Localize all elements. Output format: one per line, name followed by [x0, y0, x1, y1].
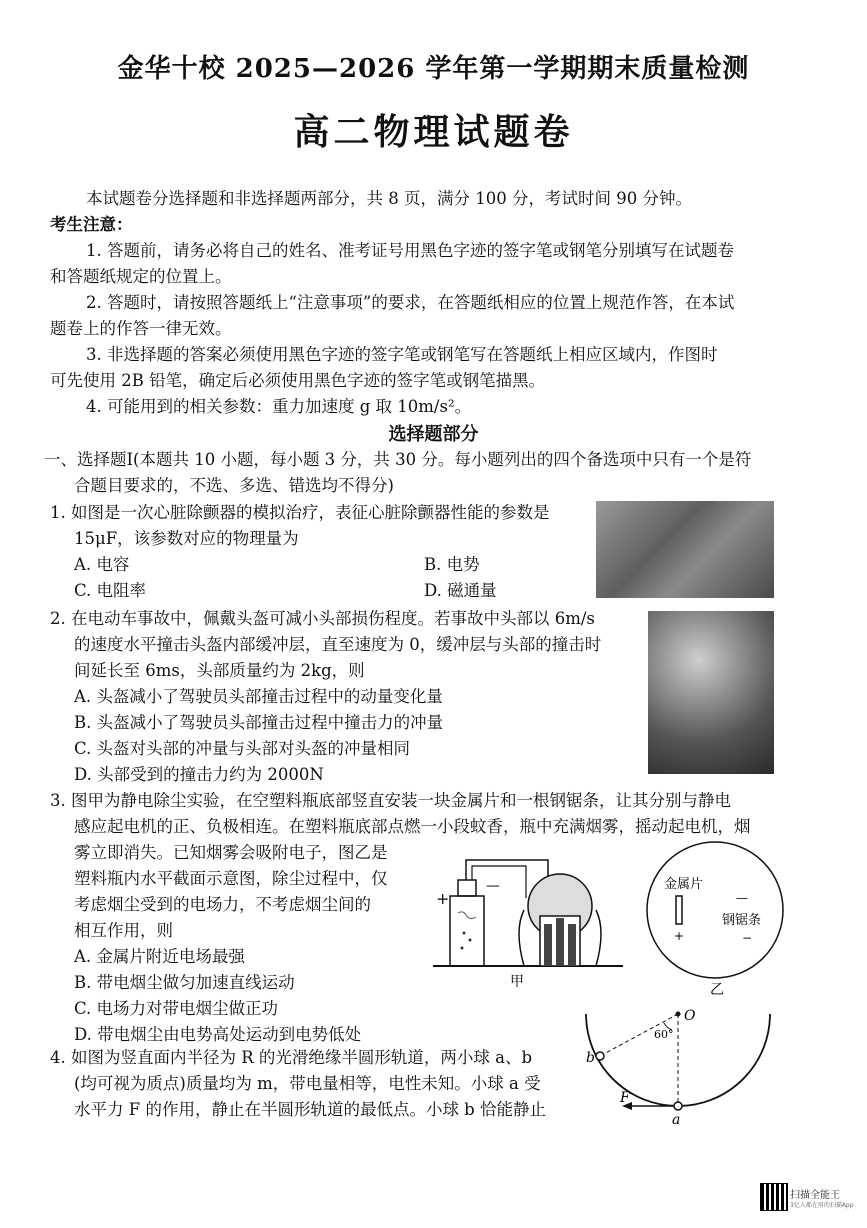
scanner-app-sub: 3亿人都在用的扫描App — [790, 1202, 854, 1209]
metal-plate-label: 金属片 — [664, 877, 704, 892]
q3-stem-d: 塑料瓶内水平截面示意图，除尘过程中，仅 — [74, 869, 388, 888]
section-heading-a: 一、选择题Ⅰ(本题共 10 小题，每小题 3 分，共 30 分。每小题列出的四个备选项中只有一个是符 — [44, 450, 752, 469]
minus-sign: — — [486, 878, 500, 894]
figure-yi — [640, 838, 790, 998]
figure-yi-label: 乙 — [710, 982, 724, 998]
q3-stem-f: 相互作用，则 — [74, 921, 173, 940]
notice-2b: 题卷上的作答一律无效。 — [50, 319, 232, 338]
label-o: O — [684, 1008, 696, 1024]
label-b: b — [586, 1050, 595, 1066]
qr-code-icon — [760, 1183, 788, 1211]
q1-option-c: C. 电阻率 — [74, 581, 147, 600]
label-angle: 60° — [654, 1028, 674, 1041]
inner-minus: — — [736, 891, 748, 905]
q3-stem-a: 3. 图甲为静电除尘实验，在空塑料瓶底部竖直安装一块金属片和一根钢锯条，让其分别与静电 — [50, 791, 731, 810]
metal-plate — [676, 896, 682, 924]
q2-option-d: D. 头部受到的撞击力约为 2000N — [74, 765, 324, 784]
defibrillator-photo — [596, 501, 774, 598]
q2-option-a: A. 头盔减小了驾驶员头部撞击过程中的动量变化量 — [74, 687, 443, 706]
label-a: a — [672, 1112, 681, 1126]
inner-plus: + — [674, 929, 685, 943]
section-heading-b: 合题目要求的，不选、多选、错选均不得分) — [74, 476, 394, 495]
q2-option-b: B. 头盔减小了驾驶员头部撞击过程中撞击力的冲量 — [74, 713, 444, 732]
q1-option-a: A. 电容 — [74, 555, 130, 574]
figure-jia-label: 甲 — [510, 974, 524, 988]
q3-option-a: A. 金属片附近电场最强 — [74, 947, 245, 966]
q3-stem-e: 考虑烟尘受到的电场力，不考虑烟尘间的 — [74, 895, 371, 914]
scanner-app-name: 扫描全能王 — [790, 1190, 840, 1201]
q1-stem-b: 15μF，该参数对应的物理量为 — [74, 529, 299, 548]
q4-stem-a: 4. 如图为竖直面内半径为 R 的光滑绝缘半圆形轨道，两小球 a、b — [50, 1048, 533, 1067]
q1-stem-a: 1. 如图是一次心脏除颤器的模拟治疗，表征心脏除颤器性能的参数是 — [50, 503, 550, 522]
helmet-photo — [648, 611, 774, 774]
notice-1a: 1. 答题前，请务必将自己的姓名、准考证号用黑色字迹的签字笔或钢笔分别填写在试题卷 — [86, 241, 734, 260]
q2-stem-b: 的速度水平撞击头盔内部缓冲层，直至速度为 0，缓冲层与头部的撞击时 — [74, 635, 602, 654]
plus-sign: + — [436, 889, 450, 908]
saw-blade-label: 钢锯条 — [722, 913, 762, 928]
figure-track — [576, 1004, 776, 1126]
notice-3a: 3. 非选择题的答案必须使用黑色字迹的签字笔或钢笔写在答题纸上相应区域内，作图时 — [86, 345, 718, 364]
section-title: 选择题部分 — [388, 424, 479, 445]
q3-option-c: C. 电场力对带电烟尘做正功 — [74, 999, 279, 1018]
notice-1b: 和答题纸规定的位置上。 — [50, 267, 232, 286]
exam-header: 金华十校 2025—2026 学年第一学期期末质量检测 — [117, 54, 750, 84]
notice-2a: 2. 答题时，请按照答题纸上“注意事项”的要求，在答题纸相应的位置上规范作答，在本试 — [86, 293, 735, 312]
paper-title: 高二物理试题卷 — [293, 111, 574, 153]
q3-stem-b: 感应起电机的正、负极相连。在塑料瓶底部点燃一小段蚊香，瓶中充满烟雾，摇动起电机，烟 — [74, 817, 751, 836]
ball-a — [674, 1102, 682, 1110]
generator-bottle — [450, 896, 484, 966]
inner-minus-2: − — [742, 931, 753, 945]
notice-3b: 可先使用 2B 铅笔，确定后必须使用黑色字迹的签字笔或钢笔描黑。 — [50, 371, 546, 390]
ball-b — [596, 1052, 604, 1060]
q3-option-d: D. 带电烟尘由电势高处运动到电势低处 — [74, 1025, 362, 1044]
notice-label: 考生注意： — [50, 215, 133, 234]
figure-jia — [428, 838, 628, 988]
intro-summary: 本试题卷分选择题和非选择题两部分，共 8 页，满分 100 分，考试时间 90 分钟。 — [86, 189, 692, 208]
q2-stem-a: 2. 在电动车事故中，佩戴头盔可减小头部损伤程度。若事故中头部以 6m/s — [50, 609, 595, 628]
q2-stem-c: 间延长至 6ms，头部质量约为 2kg，则 — [74, 661, 365, 680]
label-f: F — [620, 1090, 630, 1106]
q3-option-b: B. 带电烟尘做匀加速直线运动 — [74, 973, 295, 992]
q4-stem-b: (均可视为质点)质量均为 m，带电量相等，电性未知。小球 a 受 — [74, 1074, 541, 1093]
q1-option-d: D. 磁通量 — [424, 581, 497, 600]
q1-option-b: B. 电势 — [424, 555, 480, 574]
notice-4: 4. 可能用到的相关参数：重力加速度 g 取 10m/s²。 — [86, 397, 472, 416]
bottle-cross-section — [647, 842, 783, 978]
q4-stem-c: 水平力 F 的作用，静止在半圆形轨道的最低点。小球 b 恰能静止 — [74, 1100, 546, 1119]
q2-option-c: C. 头盔对头部的冲量与头部对头盔的冲量相同 — [74, 739, 411, 758]
q3-stem-c: 雾立即消失。已知烟雾会吸附电子，图乙是 — [74, 843, 388, 862]
